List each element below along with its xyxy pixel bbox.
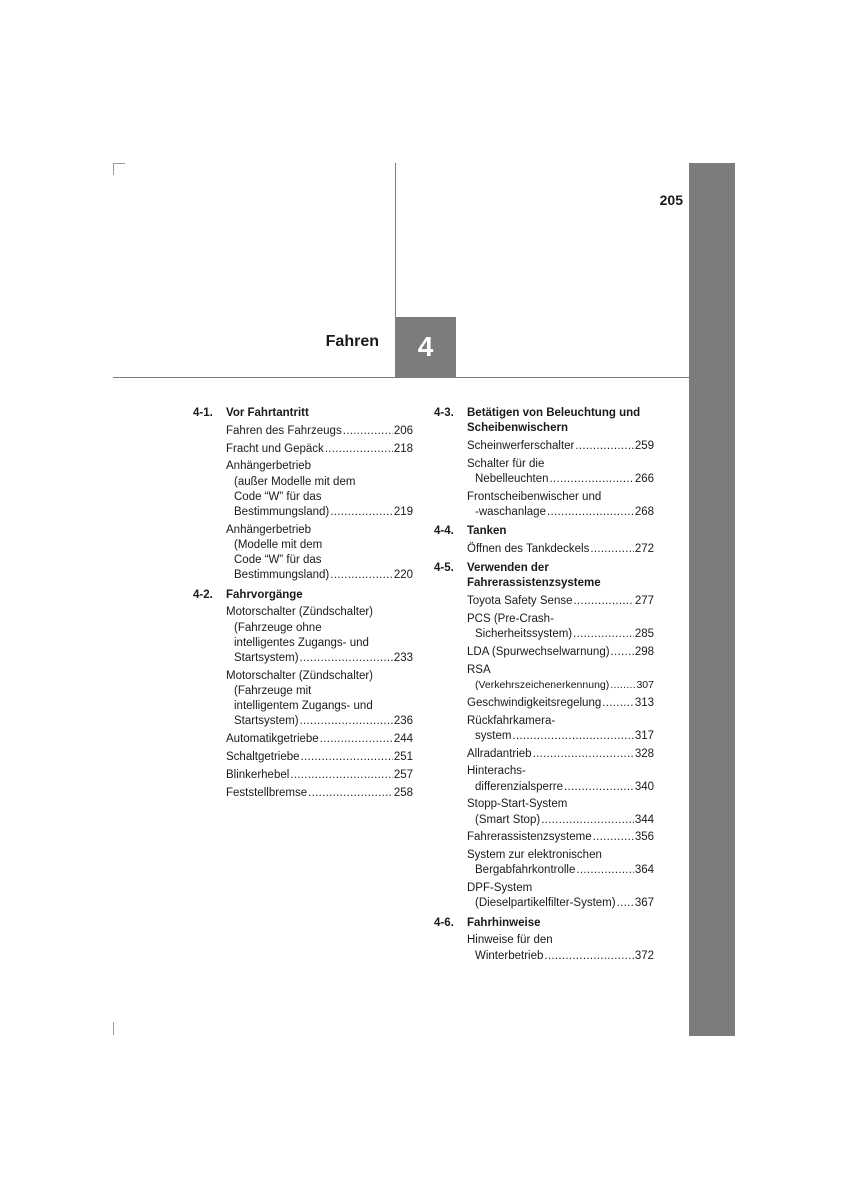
- toc-entry-text: PCS (Pre-Crash-: [467, 613, 554, 625]
- toc-entry[interactable]: [467, 747, 654, 762]
- toc-section-heading[interactable]: [434, 916, 654, 931]
- toc-entry-page: 340: [634, 780, 654, 793]
- toc-entry-page: 313: [634, 696, 654, 709]
- toc-entry-text: Startsystem): [234, 652, 299, 665]
- toc-entry-text: Schalter für die: [467, 457, 545, 470]
- toc-entry-text: (Fahrzeuge ohne: [234, 621, 322, 634]
- toc-entry-page: 206: [393, 424, 413, 437]
- toc-entry-page: 272: [634, 543, 654, 555]
- toc-leader-dots: [330, 568, 393, 583]
- toc-leader-dots: [541, 813, 634, 828]
- toc-entry-text: Code “W” für das: [234, 554, 322, 567]
- toc-entry[interactable]: [226, 605, 413, 666]
- toc-entry-text: Code “W” für das: [234, 490, 322, 503]
- crop-mark-top-left-v: [113, 163, 114, 175]
- chapter-number-box: 4: [395, 317, 456, 377]
- toc-section-title: Fahrhinweise: [467, 916, 541, 929]
- toc-leader-dots: [512, 729, 633, 744]
- toc-entry-text: DPF-System: [467, 882, 533, 895]
- toc-entry[interactable]: [467, 490, 654, 520]
- toc-column-right: [434, 406, 654, 966]
- toc-entry-text: Nebelleuchten: [475, 473, 549, 485]
- toc-entry-page: 266: [634, 473, 654, 485]
- toc-entry-page: 356: [634, 831, 654, 844]
- toc-leader-dots: [590, 542, 633, 557]
- toc-entry-page: 233: [393, 652, 413, 665]
- toc-leader-dots: [573, 627, 634, 642]
- toc-entry-page: 220: [393, 569, 413, 582]
- toc-entry-text: Bestimmungsland): [234, 506, 330, 518]
- toc-section-number: 4-1.: [193, 407, 213, 419]
- toc-entry-text: (Dieselpartikelfilter-System): [475, 897, 616, 910]
- toc-entry-page: 367: [634, 897, 654, 910]
- toc-entry-text: (Verkehrszeichenerkennung): [475, 679, 610, 691]
- toc-leader-dots: [602, 696, 634, 711]
- toc-entry-text: intelligentes Zugangs- und: [234, 636, 369, 649]
- toc-entry[interactable]: [467, 830, 654, 845]
- toc-entry-page: 218: [393, 442, 413, 455]
- toc-entry[interactable]: [467, 612, 654, 642]
- toc-leader-dots: [290, 768, 393, 783]
- toc-entry-text: (Fahrzeuge mit: [234, 685, 312, 698]
- toc-entry[interactable]: [467, 764, 654, 794]
- toc-entry-text: system: [475, 729, 512, 742]
- toc-entry-page: 251: [393, 751, 413, 764]
- toc-entry[interactable]: [226, 442, 413, 457]
- toc-section-title: Verwenden der Fahrerassistenzsysteme: [467, 562, 601, 590]
- toc-entry-page: 277: [634, 595, 654, 608]
- toc-entry-text: Frontscheibenwischer und: [467, 490, 602, 503]
- toc-section-title: Betätigen von Beleuchtung und Scheibenwischern: [467, 407, 641, 435]
- toc-section-title: Tanken: [467, 525, 507, 538]
- toc-section: [434, 524, 654, 557]
- toc-entry-page: 236: [393, 715, 413, 728]
- toc-entry-text: Schaltgetriebe: [226, 751, 300, 764]
- toc-entry-text: Winterbetrieb: [475, 949, 544, 962]
- toc-entry-page: 257: [393, 768, 413, 781]
- toc-entry[interactable]: [467, 848, 654, 878]
- toc-entry-page: 244: [393, 733, 413, 746]
- toc-leader-dots: [300, 651, 393, 666]
- toc-entry[interactable]: [226, 523, 413, 584]
- toc-entry-text: Toyota Safety Sense: [467, 595, 573, 608]
- toc-entry-text: intelligentem Zugangs- und: [234, 700, 373, 713]
- toc-entry-text: Geschwindigkeitsregelung: [467, 696, 602, 709]
- toc-entry-text: Automatikgetriebe: [226, 733, 319, 746]
- toc-leader-dots: [610, 678, 635, 693]
- toc-section: [434, 916, 654, 964]
- toc-entry-text: Fracht und Gepäck: [226, 442, 324, 455]
- toc-leader-dots: [576, 863, 633, 878]
- toc-section-number: 4-2.: [193, 588, 213, 601]
- toc-section: [193, 406, 413, 584]
- toc-section-heading[interactable]: [434, 524, 654, 539]
- toc-section: [193, 588, 413, 801]
- toc-leader-dots: [343, 424, 393, 439]
- toc-section: [434, 406, 654, 520]
- toc-leader-dots: [564, 780, 634, 795]
- toc-entry[interactable]: [226, 424, 413, 439]
- toc-entry-page: 219: [393, 506, 413, 518]
- toc-entry-text: Bestimmungsland): [234, 569, 330, 582]
- toc-entry-page: 259: [634, 440, 654, 452]
- toc-entry-page: 344: [634, 813, 654, 826]
- toc-column-left: [193, 406, 413, 803]
- toc-entry-text: Motorschalter (Zündschalter): [226, 606, 373, 619]
- toc-entry[interactable]: [467, 594, 654, 609]
- toc-entry-text: Anhängerbetrieb: [226, 523, 312, 536]
- toc-entry-text: Rückfahrkamera-: [467, 714, 556, 727]
- toc-entry-text: Hinterachs-: [467, 765, 526, 778]
- toc-section-heading[interactable]: [193, 406, 413, 421]
- toc-section-number: 4-6.: [434, 916, 454, 929]
- toc-entry-text: System zur elektronischen: [467, 849, 602, 862]
- toc-entry-text: Blinkerhebel: [226, 768, 290, 781]
- toc-entry[interactable]: [467, 696, 654, 711]
- toc-section-title: Vor Fahrtantritt: [226, 407, 309, 419]
- chapter-divider-vertical: [395, 163, 396, 317]
- toc-leader-dots: [533, 747, 634, 762]
- toc-entry[interactable]: [467, 439, 654, 454]
- toc-entry-page: 258: [393, 786, 413, 799]
- toc-leader-dots: [544, 949, 633, 964]
- toc-leader-dots: [320, 732, 393, 747]
- toc-entry-text: Scheinwerferschalter: [467, 440, 575, 452]
- crop-mark-bottom-left-v: [113, 1022, 114, 1035]
- toc-entry-text: Öffnen des Tankdeckels: [467, 543, 590, 555]
- toc-entry-text: RSA: [467, 663, 491, 676]
- toc-section-heading[interactable]: [434, 561, 654, 591]
- toc-entry[interactable]: [226, 768, 413, 783]
- toc-entry[interactable]: [226, 786, 413, 801]
- toc-leader-dots: [547, 505, 634, 520]
- toc-leader-dots: [325, 442, 393, 457]
- toc-entry-text: Fahrerassistenzsysteme: [467, 831, 592, 844]
- toc-entry[interactable]: [467, 663, 654, 693]
- toc-entry[interactable]: [467, 542, 654, 557]
- toc-section-title: Fahrvorgänge: [226, 588, 303, 601]
- toc-entry-text: Stopp-Start-System: [467, 798, 568, 811]
- toc-entry[interactable]: [226, 732, 413, 747]
- page-number: 205: [659, 192, 683, 208]
- toc-entry-page: 298: [634, 646, 654, 658]
- toc-entry[interactable]: [467, 645, 654, 660]
- crop-mark-top-left-h: [113, 163, 125, 164]
- toc-entry-page: 307: [636, 679, 654, 691]
- toc-entry-text: Allradantrieb: [467, 747, 532, 760]
- toc-leader-dots: [611, 645, 634, 660]
- toc-entry[interactable]: [226, 750, 413, 765]
- toc-entry[interactable]: [467, 933, 654, 963]
- toc-entry-text: Feststellbremse: [226, 786, 308, 799]
- toc-entry-text: (Smart Stop): [475, 813, 541, 826]
- toc-entry-text: Motorschalter (Zündschalter): [226, 669, 373, 682]
- toc-entry[interactable]: [226, 459, 413, 520]
- toc-entry[interactable]: [467, 797, 654, 827]
- toc-leader-dots: [550, 472, 634, 487]
- toc-entry-page: 268: [634, 506, 654, 518]
- toc-leader-dots: [330, 505, 393, 520]
- toc-leader-dots: [575, 439, 633, 454]
- toc-section-heading[interactable]: [434, 406, 654, 436]
- toc-entry-page: 317: [634, 729, 654, 742]
- toc-leader-dots: [573, 594, 633, 609]
- toc-entry-page: 285: [634, 628, 654, 641]
- toc-section: [434, 561, 654, 911]
- toc-section-heading[interactable]: [193, 588, 413, 603]
- toc-leader-dots: [308, 786, 393, 801]
- toc-entry-text: (Modelle mit dem: [234, 539, 323, 551]
- toc-entry-text: LDA (Spurwechselwarnung): [467, 646, 610, 658]
- toc-leader-dots: [617, 896, 634, 911]
- toc-entry[interactable]: [467, 457, 654, 487]
- toc-section-number: 4-4.: [434, 525, 454, 538]
- toc-leader-dots: [300, 714, 393, 729]
- chapter-divider-horizontal: [113, 377, 689, 378]
- toc-entry[interactable]: [467, 714, 654, 744]
- toc-entry-page: 328: [634, 747, 654, 760]
- toc-entry-text: Startsystem): [234, 715, 299, 728]
- toc-section-number: 4-3.: [434, 407, 454, 419]
- toc-leader-dots: [593, 830, 634, 845]
- toc-section-number: 4-5.: [434, 562, 454, 575]
- toc-entry-text: Bergabfahrkontrolle: [475, 864, 576, 877]
- toc-entry-page: 364: [634, 864, 654, 877]
- toc-entry-text: Fahren des Fahrzeugs: [226, 424, 342, 437]
- toc-entry-text: (außer Modelle mit dem: [234, 475, 356, 488]
- toc-leader-dots: [301, 750, 393, 765]
- toc-entry-text: -waschanlage: [475, 506, 546, 518]
- toc-entry-page: 372: [634, 949, 654, 962]
- toc-entry[interactable]: [226, 669, 413, 730]
- chapter-title: Fahren: [325, 333, 379, 350]
- chapter-side-tab: [689, 163, 735, 1036]
- toc-entry-text: Sicherheitssystem): [475, 628, 573, 641]
- toc-entry-text: Hinweise für den: [467, 934, 553, 947]
- toc-entry-text: differenzialsperre: [475, 780, 564, 793]
- toc-entry-text: Anhängerbetrieb: [226, 460, 312, 473]
- toc-entry[interactable]: [467, 881, 654, 911]
